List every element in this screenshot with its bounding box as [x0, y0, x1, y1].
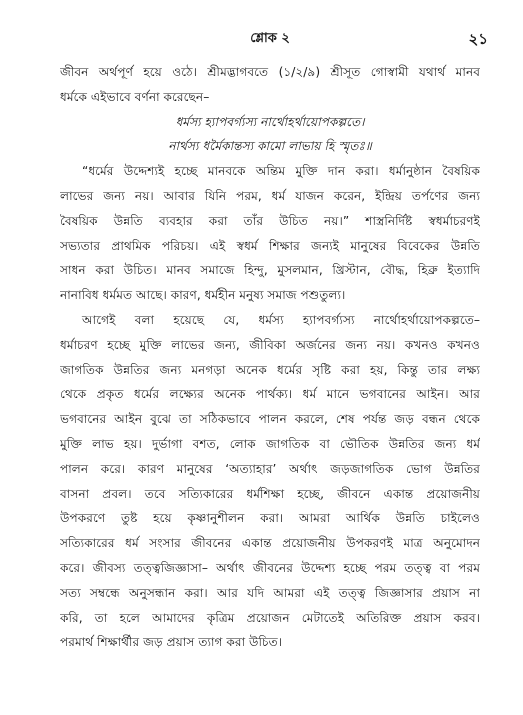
verse-line: ধর্মস্য হ্যাপবর্গ্যস্য নার্থোহর্থায়োপকল্পতে। [175, 114, 365, 129]
running-head: শ্লোক ২ [250, 31, 290, 46]
page-header [60, 28, 488, 50]
text-line: সভ্যতার প্রাথমিক পরিচয়। এই স্বধর্ম শিক্ষার জন্যই মানুষের বিবেকের উন্নতি [60, 238, 480, 253]
text-line: ধর্মাচরণ হচ্ছে মুক্তি লাভের জন্য, জীবিকা অর্জনের জন্য নয়। কখনও কখনও [60, 337, 480, 352]
verse-line: নার্থস্য ধর্মৈকান্তস্য কামো লাভায় হি স্মৃতঃ॥ [168, 139, 372, 154]
text-line: ভগবানের আইন বুঝে তা সঠিকভাবে পালন করলে, শেষ পর্যন্ত জড় বন্ধন থেকে [60, 412, 480, 427]
text-line: সাধন করা উচিত। মানব সমাজে হিন্দু, মুসলমান, খ্রিস্টান, বৌদ্ধ, হিব্রু ইত্যাদি [60, 263, 480, 278]
text-line: করি, তা হলে আমাদের কৃত্রিম প্রয়োজন মেটাতেই অতিরিক্ত প্রয়াস করব। [60, 610, 480, 625]
text-line: “ধর্মের উদ্দেশ্যই হচ্ছে মানবকে অন্তিম মুক্তি দান করা। ধর্মানুষ্ঠান বৈষয়িক [82, 164, 480, 179]
text-line: আগেই বলা হয়েছে যে, ধর্মস্য হ্যাপবর্গ্যস্য নার্থোহর্থায়োপকল্পতে– [82, 312, 480, 327]
text-line: লাভের জন্য নয়। আবার যিনি পরম, ধর্ম যাজন করেন, ইন্দ্রিয় তর্পণের জন্য [60, 188, 480, 203]
text-line: করে। জীবস্য তত্ত্বজিজ্ঞাসা– অর্থাৎ জীবনের উদ্দেশ্য হচ্ছে পরম তত্ত্ব বা পরম [60, 560, 480, 575]
text-line: নানাবিধ ধর্মমত আছে। কারণ, ধর্মহীন মনুষ্য সমাজ পশুতুল্য। [60, 288, 346, 303]
text-line: সত্যিকারের ধর্ম সংসার জীবনের একান্ত প্রয়োজনীয় উপকরণই মাত্র অনুমোদন [60, 536, 480, 551]
text-line: মুক্তি লাভ হয়। দুর্ভাগা বশত, লোক জাগতিক বা ভৌতিক উন্নতির জন্য ধর্ম [60, 436, 480, 451]
text-line: উপকরণে তুষ্ট হয়ে কৃষ্ণানুশীলন করা। আমরা আর্থিক উন্নতি চাইলেও [60, 511, 480, 526]
page-number: ২১ [468, 30, 488, 48]
text-line: জীবন অর্থপূর্ণ হয়ে ওঠে। শ্রীমদ্ভাগবতে (১/২/৯) শ্রীসূত গোস্বামী যথার্থ মানব [60, 65, 480, 79]
text-line: থেকে প্রকৃত ধর্মের লক্ষ্যের অনেক পার্থক্য। ধর্ম মানে ভগবানের আইন। আর [60, 387, 480, 402]
body-text [60, 60, 480, 655]
text-line: ধর্মকে এইভাবে বর্ণনা করেছেন– [60, 89, 210, 104]
text-line: জাগতিক উন্নতির জন্য মনগড়া অনেক ধর্মের সৃষ্টি করা হয়, কিন্তু তার লক্ষ্য [60, 362, 480, 377]
text-line: বৈষয়িক উন্নতি ব্যবহার করা তাঁর উচিত নয়।” শাস্ত্রনির্দিষ্ট স্বধর্মাচরণই [60, 213, 480, 228]
text-line: পরমার্থ শিক্ষার্থীর জড় প্রয়াস ত্যাগ করা উচিত। [60, 635, 283, 650]
text-line: সত্য সম্বন্ধে অনুসন্ধান করা। আর যদি আমরা এই তত্ত্ব জিজ্ঞাসার প্রয়াস না [60, 585, 480, 600]
text-line: বাসনা প্রবল। তবে সত্যিকারের ধর্মশিক্ষা হচ্ছে, জীবনে একান্ত প্রয়োজনীয় [60, 486, 480, 501]
text-line: পালন করে। কারণ মানুষের ‘অত্যাহার’ অর্থাৎ জড়জাগতিক ভোগ উন্নতির [60, 461, 480, 476]
